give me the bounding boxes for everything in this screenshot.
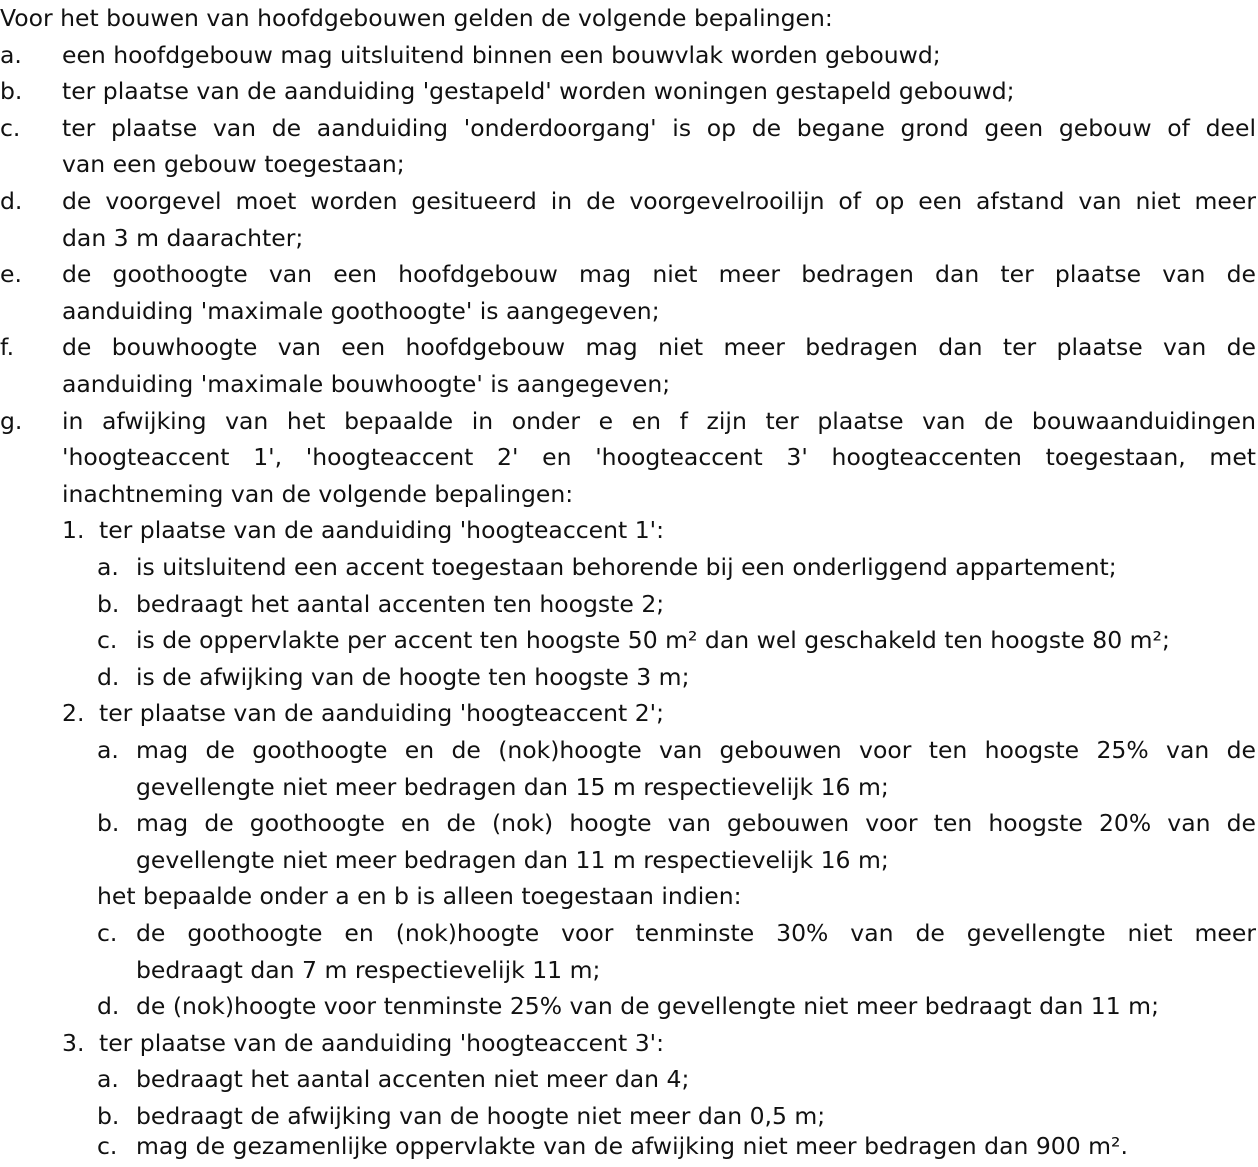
subsublist-item-2a (0, 732, 1258, 769)
subsublist-item-text: bedraagt het aantal accenten ten hoogste 2; (136, 589, 665, 618)
subsublist-item-2c (0, 915, 1258, 952)
list-item-b (0, 73, 1258, 110)
list-marker: g. (0, 406, 23, 435)
list-item-text: dan 3 m daarachter; (62, 223, 304, 252)
subsublist-marker: c. (97, 626, 118, 655)
sublist-marker: 2. (62, 699, 85, 728)
subsublist-marker: b. (97, 1102, 120, 1130)
subsublist-item-text: de goothoogte en (nok)hoogte voor tenminste 30% van de gevellengte niet meer (136, 919, 1256, 947)
subsublist-marker: a. (97, 736, 119, 764)
list-item-c-continuation (0, 146, 1258, 183)
sublist-item-2 (0, 695, 1258, 732)
list-marker: b. (0, 77, 23, 106)
subsublist-item-text: mag de goothoogte en de (nok) hoogte van gebouwen voor ten hoogste 20% van de (136, 809, 1256, 838)
subsublist-item-2b-continuation (0, 842, 1258, 879)
list-item-c (0, 110, 1258, 147)
subsublist-marker: b. (97, 809, 120, 838)
list-marker: e. (0, 260, 22, 289)
subsublist-marker: d. (97, 992, 120, 1021)
subsublist-marker: c. (97, 919, 118, 947)
subsublist-item-text: mag de gezamenlijke oppervlakte van de afwijking niet meer bedragen dan 900 m². (136, 1132, 1128, 1160)
list-marker: d. (0, 187, 23, 215)
subsublist-item-2c-continuation (0, 952, 1258, 989)
subsublist-marker: b. (97, 589, 120, 618)
subsublist-marker: d. (97, 662, 120, 691)
subsublist-item-text: bedraagt het aantal accenten niet meer dan 4; (136, 1065, 690, 1094)
subsublist-item-2d (0, 988, 1258, 1025)
subsublist-item-3c (0, 1128, 1258, 1165)
subsublist-item-1c (0, 622, 1258, 659)
sublist-note-text: het bepaalde onder a en b is alleen toegestaan indien: (97, 882, 742, 911)
sublist-item-text: ter plaatse van de aanduiding 'hoogteaccent 1': (99, 516, 665, 545)
list-item-text: een hoofdgebouw mag uitsluitend binnen een bouwvlak worden gebouwd; (62, 40, 941, 69)
list-item-text: de bouwhoogte van een hoofdgebouw mag niet meer bedragen dan ter plaatse van de (62, 333, 1256, 362)
list-item-f-continuation (0, 366, 1258, 403)
subsublist-item-text: is de oppervlakte per accent ten hoogste 50 m² dan wel geschakeld ten hoogste 80 m²; (136, 626, 1170, 655)
sublist-item-text: ter plaatse van de aanduiding 'hoogteaccent 2'; (99, 699, 665, 728)
sublist-item-3 (0, 1025, 1258, 1062)
list-marker: f. (0, 333, 15, 362)
list-item-e-continuation (0, 293, 1258, 330)
sublist-marker: 1. (62, 516, 85, 545)
sublist-note (0, 878, 1258, 915)
subsublist-item-text: is de afwijking van de hoogte ten hoogste 3 m; (136, 662, 690, 691)
subsublist-item-1d (0, 659, 1258, 696)
list-marker: c. (0, 113, 21, 142)
list-item-text: aanduiding 'maximale bouwhoogte' is aangegeven; (62, 370, 671, 398)
list-item-d-continuation (0, 220, 1258, 257)
subsublist-item-2a-continuation (0, 769, 1258, 806)
subsublist-marker: a. (97, 553, 119, 581)
subsublist-item-text: de (nok)hoogte voor tenminste 25% van de gevellengte niet meer bedraagt dan 11 m; (136, 992, 1159, 1021)
subsublist-item-1b (0, 586, 1258, 623)
sublist-marker: 3. (62, 1028, 85, 1057)
list-item-text: ter plaatse van de aanduiding 'gestapeld' worden woningen gestapeld gebouwd; (62, 77, 1015, 106)
intro-paragraph (0, 0, 1258, 37)
list-item-text: inachtneming van de volgende bepalingen: (62, 479, 574, 508)
list-item-text: aanduiding 'maximale goothoogte' is aangegeven; (62, 296, 660, 325)
subsublist-item-2b (0, 805, 1258, 842)
list-item-a (0, 37, 1258, 74)
subsublist-item-3a (0, 1061, 1258, 1098)
list-item-f (0, 329, 1258, 366)
subsublist-item-text: bedraagt de afwijking van de hoogte niet meer dan 0,5 m; (136, 1102, 826, 1130)
subsublist-item-text: mag de goothoogte en de (nok)hoogte van gebouwen voor ten hoogste 25% van de (136, 736, 1256, 764)
subsublist-item-1a (0, 549, 1258, 586)
list-item-e (0, 256, 1258, 293)
list-marker: a. (0, 40, 22, 69)
subsublist-item-text: is uitsluitend een accent toegestaan behorende bij een onderliggend appartement; (136, 553, 1117, 581)
list-item-text: 'hoogteaccent 1', 'hoogteaccent 2' en 'hoogteaccent 3' hoogteaccenten toegestaan, met (62, 443, 1256, 472)
list-item-text: in afwijking van het bepaalde in onder e en f zijn ter plaatse van de bouwaanduidingen (62, 406, 1256, 435)
list-item-d (0, 183, 1258, 220)
list-item-g-continuation (0, 476, 1258, 513)
subsublist-item-text: gevellengte niet meer bedragen dan 15 m respectievelijk 16 m; (136, 772, 889, 801)
list-item-text: de goothoogte van een hoofdgebouw mag niet meer bedragen dan ter plaatse van de (62, 260, 1256, 289)
list-item-text: de voorgevel moet worden gesitueerd in de voorgevelrooilijn of op een afstand van niet meer (62, 187, 1256, 215)
list-item-g-continuation (0, 439, 1258, 476)
subsublist-item-text: gevellengte niet meer bedragen dan 11 m respectievelijk 16 m; (136, 845, 889, 874)
subsublist-marker: c. (97, 1132, 118, 1160)
list-item-g (0, 403, 1258, 440)
intro-text: Voor het bouwen van hoofdgebouwen gelden de volgende bepalingen: (0, 4, 833, 32)
subsublist-marker: a. (97, 1065, 119, 1094)
list-item-text: van een gebouw toegestaan; (62, 150, 405, 179)
subsublist-item-text: bedraagt dan 7 m respectievelijk 11 m; (136, 955, 601, 984)
sublist-item-1 (0, 512, 1258, 549)
sublist-item-text: ter plaatse van de aanduiding 'hoogteaccent 3': (99, 1028, 665, 1057)
list-item-text: ter plaatse van de aanduiding 'onderdoorgang' is op de begane grond geen gebouw of deel (62, 113, 1256, 142)
